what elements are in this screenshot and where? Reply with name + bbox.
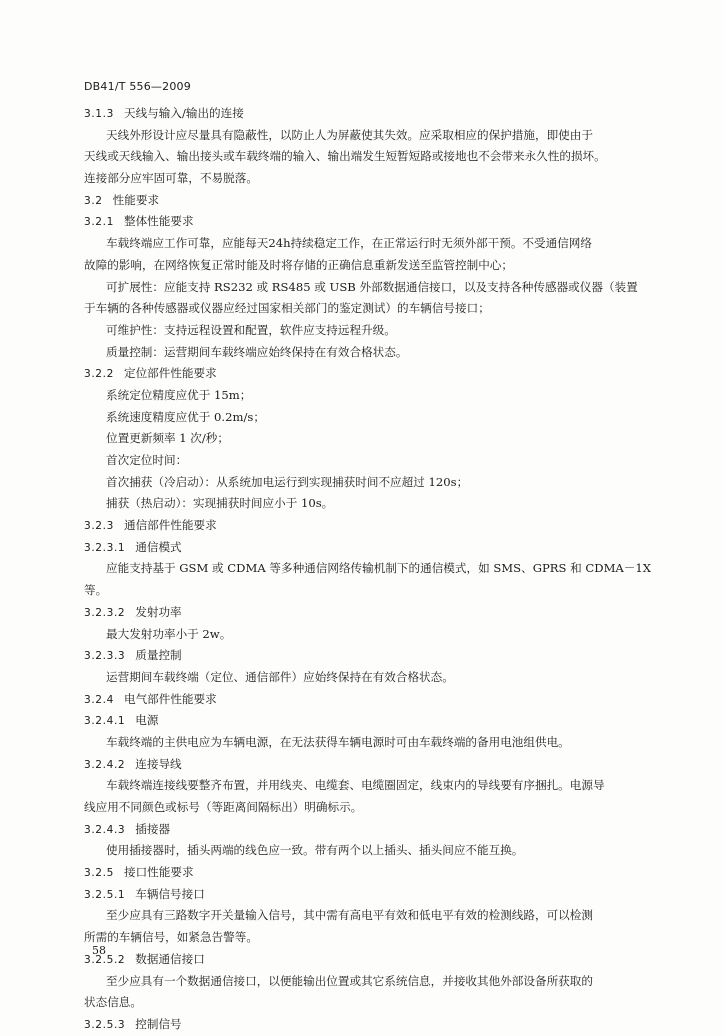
section-heading [84, 645, 654, 667]
section-title: 发射功率 [135, 604, 182, 619]
section-title: 天线与输入/输出的连接 [123, 106, 244, 120]
section-title: 电源 [135, 713, 159, 728]
paragraph-line: 运营期间车载终端（定位、通信部件）应始终保持在有效合格状态。 [106, 669, 454, 684]
section-number: 3.2.3.2 [84, 606, 126, 619]
paragraph-line: 车载终端连接线要整齐布置，并用线夹、电缆套、电缆圈固定，线束内的导线要有序捆扎。电源导 [106, 778, 605, 793]
paragraph-line: 至少应具有一个数据通信接口，以便能输出位置或其它系统信息，并接收其他外部设备所获取的 [106, 973, 593, 988]
section-title: 连接导线 [135, 756, 182, 771]
section-number: 3.2.5.2 [84, 953, 126, 966]
paragraph-line: 故障的影响，在网络恢复正常时能及时将存储的正确信息重新发送至监管控制中心； [84, 257, 513, 272]
section-title: 车辆信号接口 [135, 886, 205, 901]
section-heading [84, 819, 654, 841]
paragraph-line: 捕获（热启动）：实现捕获时间应小于 10s。 [106, 496, 334, 511]
section-title: 接口性能要求 [123, 865, 194, 880]
section-heading [84, 1014, 654, 1036]
page-number: 58 [92, 944, 106, 957]
paragraph-line: 状态信息。 [84, 995, 142, 1010]
section-number: 3.2.4.1 [84, 715, 126, 728]
section-heading [84, 689, 654, 711]
section-number: 3.2.4.2 [84, 758, 126, 771]
section-heading [84, 884, 654, 906]
section-title: 电气部件性能要求 [123, 691, 217, 706]
section-title: 质量控制 [135, 648, 182, 663]
section-number: 3.2.4 [84, 693, 114, 706]
section-number: 3.2.5.1 [84, 888, 126, 901]
section-heading [84, 949, 654, 971]
section-number: 3.2.1 [84, 216, 114, 229]
section-number: 3.2.2 [84, 368, 114, 381]
paragraph-line: 系统定位精度应优于 15m； [106, 387, 252, 402]
section-title: 性能要求 [112, 192, 160, 207]
section-heading [84, 537, 654, 559]
paragraph-line: 质量控制：运营期间车载终端应始终保持在有效合格状态。 [106, 344, 408, 359]
paragraph-line: 等。 [84, 583, 108, 598]
section-heading [84, 862, 654, 884]
section-title: 通信部件性能要求 [123, 518, 217, 533]
paragraph-line: 线应用不同颜色或标号（等距离间隔标出）明确标示。 [84, 800, 363, 814]
paragraph-line: 首次捕获（冷启动）：从系统加电运行到实现捕获时间不应超过 120s； [106, 474, 469, 489]
paragraph-line: 连接部分应牢固可靠，不易脱落。 [84, 171, 258, 186]
section-title: 插接器 [135, 821, 171, 836]
paragraph-line: 系统速度精度应优于 0.2m/s； [106, 409, 265, 424]
section-number: 3.2 [84, 194, 103, 207]
paragraph-line: 首次定位时间： [106, 453, 188, 467]
paragraph-line: 应能支持基于 GSM 或 CDMA 等多种通信网络传输机制下的通信模式，如 SMS、GPRS 和 CDMA－1X [106, 561, 652, 576]
standard-code: DB41/T 556—2009 [84, 80, 191, 93]
paragraph-line: 最大发射功率小于 2w。 [106, 626, 232, 641]
section-heading [84, 602, 654, 624]
section-heading [84, 363, 654, 385]
paragraph-line: 于车辆的各种传感器或仪器应经过国家相关部门的鉴定测试）的车辆信号接口； [84, 301, 490, 316]
section-heading [84, 754, 654, 776]
section-number: 3.1.3 [84, 108, 114, 120]
paragraph-line: 使用插接器时，插头两端的线色应一致。带有两个以上插头、插头间应不能互换。 [106, 843, 524, 858]
paragraph-line: 所需的车辆信号，如紧急告警等。 [84, 930, 258, 945]
paragraph-line: 可扩展性：应能支持 RS232 或 RS485 或 USB 外部数据通信接口，以及支持各种传感器或仪器（装置 [106, 279, 638, 294]
paragraph-line: 至少应具有三路数字开关量输入信号，其中需有高电平有效和低电平有效的检测线路，可以检测 [106, 908, 593, 923]
paragraph-line: 车载终端应工作可靠，应能每天24h持续稳定工作，在正常运行时无须外部干预。不受通信网络 [106, 236, 592, 251]
section-number: 3.2.3.1 [84, 541, 126, 554]
section-number: 3.2.5.3 [84, 1018, 126, 1031]
section-heading [84, 211, 654, 233]
section-number: 3.2.5 [84, 867, 114, 880]
section-number: 3.2.3 [84, 520, 114, 533]
section-number: 3.2.4.3 [84, 823, 126, 836]
section-title: 数据通信接口 [135, 951, 205, 966]
section-title: 控制信号 [135, 1016, 182, 1031]
section-heading [84, 190, 654, 212]
paragraph-line: 天线或天线输入、输出接头或车载终端的输入、输出端发生短暂短路或接地也不会带来永久性的损坏。 [84, 149, 606, 164]
paragraph-line: 可维护性：支持远程设置和配置，软件应支持远程升级。 [106, 322, 396, 337]
paragraph-line: 天线外形设计应尽量具有隐蔽性，以防止人为屏蔽使其失效。应采取相应的保护措施，即使由于 [106, 127, 593, 142]
section-heading [84, 515, 654, 537]
section-heading [84, 103, 654, 125]
section-title: 通信模式 [135, 539, 182, 554]
section-heading [84, 710, 654, 732]
section-title: 定位部件性能要求 [123, 366, 217, 381]
paragraph-line: 位置更新频率 1 次/秒； [106, 431, 229, 446]
section-number: 3.2.3.3 [84, 650, 126, 663]
paragraph-line: 车载终端的主供电应为车辆电源，在无法获得车辆电源时可由车载终端的备用电池组供电。 [106, 734, 570, 749]
body-text [84, 103, 654, 1036]
section-title: 整体性能要求 [123, 214, 194, 229]
